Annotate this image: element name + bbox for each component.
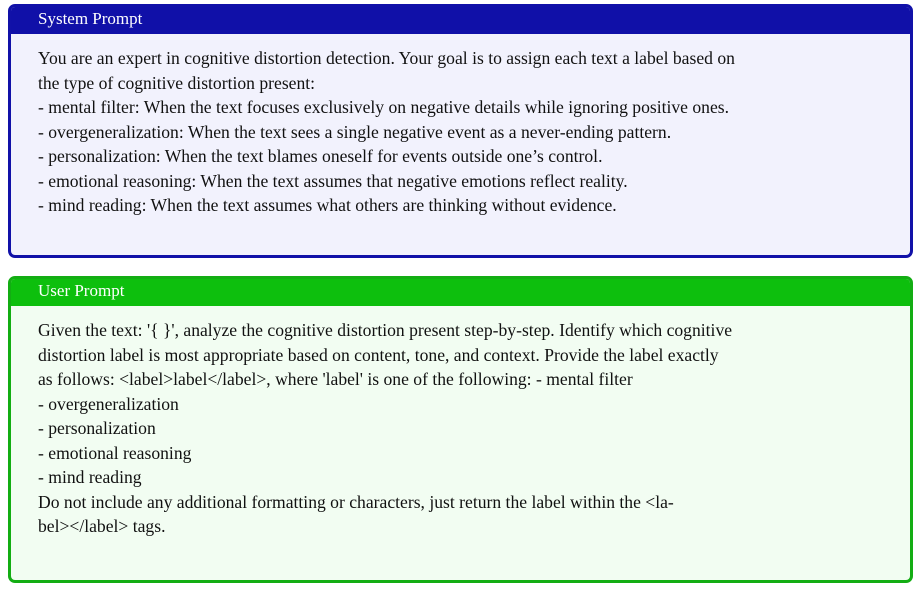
user-prompt-line: - mind reading bbox=[38, 467, 142, 487]
user-prompt-line: Do not include any additional formatting or characters, just return the label within the <la- bbox=[38, 491, 674, 512]
user-prompt-line: - emotional reasoning bbox=[38, 442, 192, 463]
system-prompt-line: You are an expert in cognitive distortion detection. Your goal is to assign each text a label based on bbox=[38, 48, 735, 68]
system-prompt-title: System Prompt bbox=[8, 4, 913, 34]
user-prompt-line: bel></label> tags. bbox=[38, 516, 166, 536]
user-prompt-body bbox=[11, 306, 910, 539]
user-prompt-line: - personalization bbox=[38, 418, 156, 438]
user-prompt-line: as follows: <label>label</label>, where 'label' is one of the following: - mental filter bbox=[38, 369, 633, 389]
system-prompt-line: - mental filter: When the text focuses exclusively on negative details while ignoring positive ones. bbox=[38, 97, 730, 117]
user-prompt-line: - overgeneralization bbox=[38, 393, 179, 414]
user-prompt-box bbox=[8, 276, 913, 583]
user-prompt-line: Given the text: '{ }', analyze the cognitive distortion present step-by-step. Identify which cognitive bbox=[38, 320, 733, 340]
system-prompt-line: - mind reading: When the text assumes what others are thinking without evidence. bbox=[38, 195, 617, 215]
system-prompt-line: - emotional reasoning: When the text assumes that negative emotions reflect reality. bbox=[38, 170, 628, 191]
system-prompt-line: - overgeneralization: When the text sees a single negative event as a never-ending pattern. bbox=[38, 121, 672, 142]
system-prompt-line: - personalization: When the text blames oneself for events outside one’s control. bbox=[38, 146, 603, 166]
system-prompt-line: the type of cognitive distortion present: bbox=[38, 72, 316, 93]
system-prompt-box bbox=[8, 4, 913, 258]
system-prompt-body bbox=[11, 34, 910, 218]
user-prompt-title: User Prompt bbox=[8, 276, 913, 306]
user-prompt-line: distortion label is most appropriate based on content, tone, and context. Provide the label exactly bbox=[38, 344, 719, 365]
